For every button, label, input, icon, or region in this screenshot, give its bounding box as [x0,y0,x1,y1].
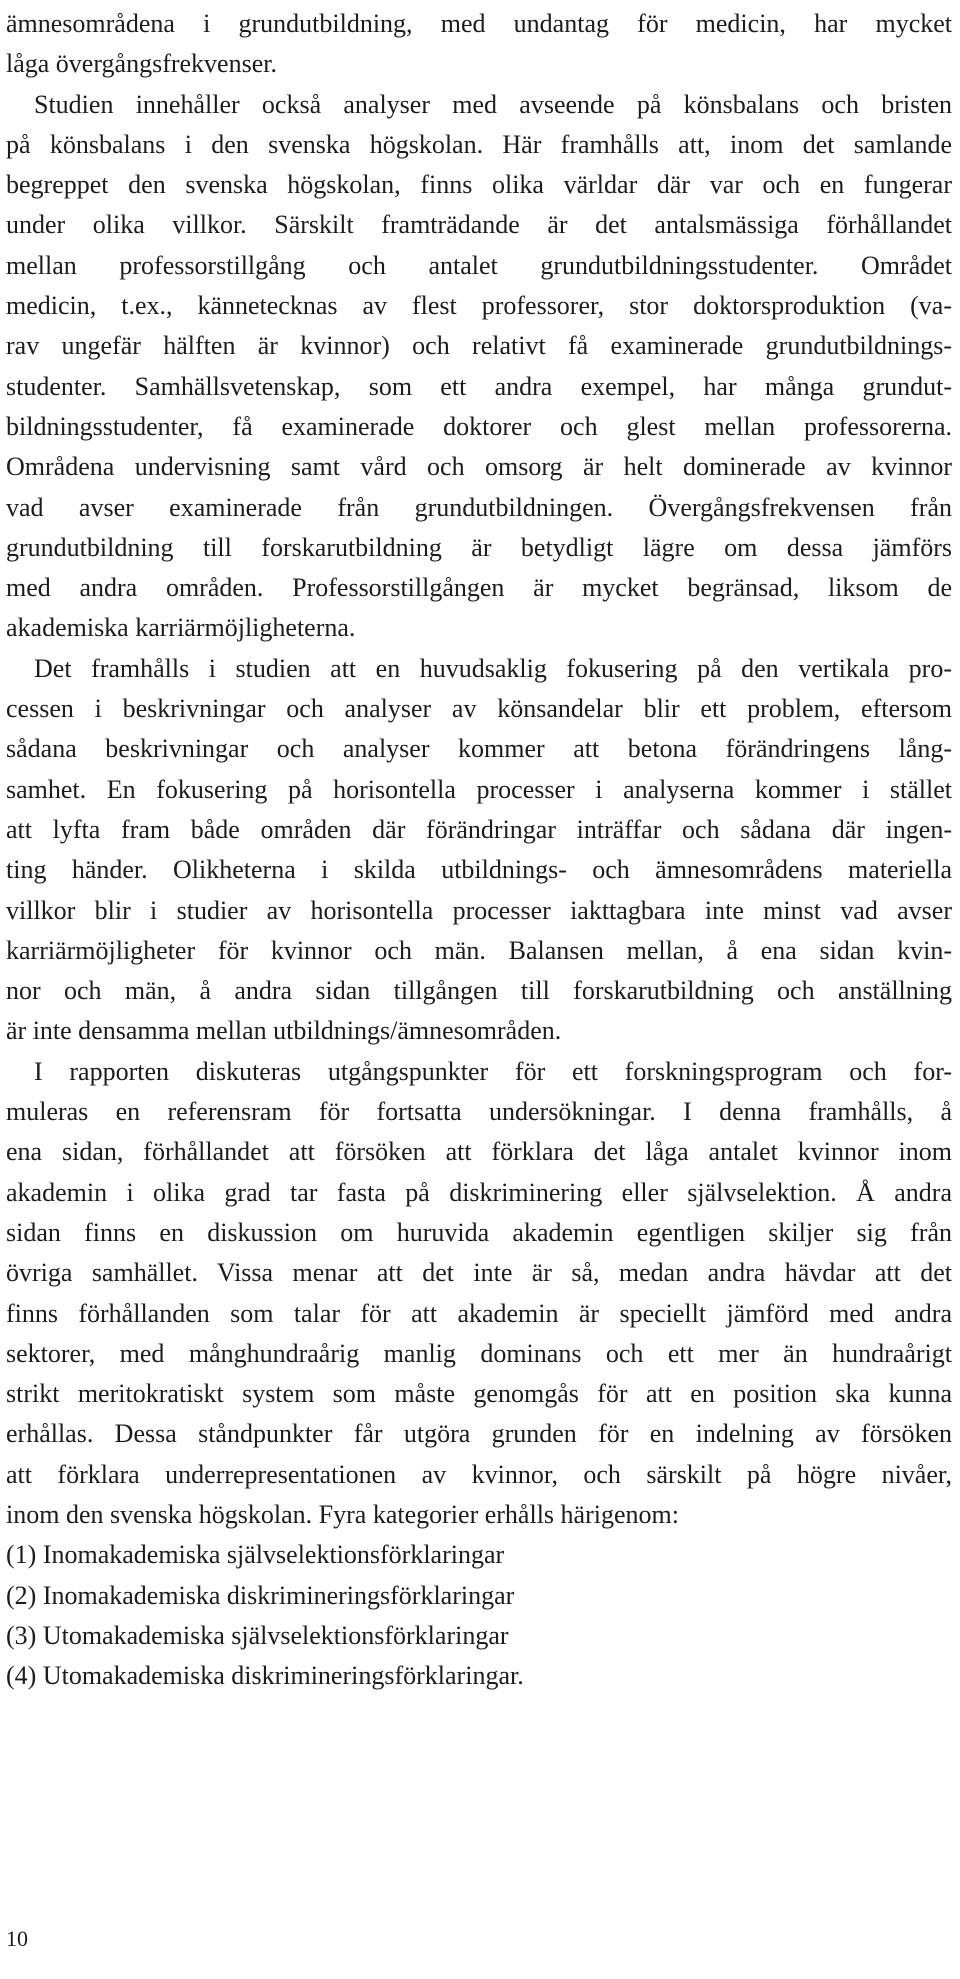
list-item: (4) Utomakademiska diskrimineringsförklaringar. [6,1661,524,1691]
paragraph-4-line: erhållas. Dessa ståndpunkter får utgöra grunden för en indelning av försöken [6,1419,952,1449]
paragraph-3-line: sådana beskrivningar och analyser kommer att betona förändringens lång- [6,734,952,764]
paragraph-3-line: att lyfta fram både områden där förändringar inträffar och sådana där ingen- [6,814,952,844]
paragraph-2-line: vad avser examinerade från grundutbildningen. Övergångsfrekvensen från [6,492,952,522]
paragraph-4-line: sektorer, med månghundraårig manlig dominans och ett mer än hundraårigt [6,1338,952,1368]
body-text [6,4,952,1696]
paragraph-4-line: akademin i olika grad tar fasta på diskriminering eller självselektion. Å andra [6,1177,952,1207]
paragraph-3-line: Det framhålls i studien att en huvudsaklig fokusering på den vertikala pro- [34,653,952,683]
paragraph-4-line: I rapporten diskuteras utgångspunkter för ett forskningsprogram och for- [34,1056,952,1086]
paragraph-3-line: cessen i beskrivningar och analyser av könsandelar blir ett problem, eftersom [6,694,952,724]
paragraph-4-line: övriga samhället. Vissa menar att det inte är så, medan andra hävdar att det [6,1258,952,1288]
paragraph-3-line: karriärmöjligheter för kvinnor och män. Balansen mellan, å ena sidan kvin- [6,935,952,965]
paragraph-2-line: Studien innehåller också analyser med avseende på könsbalans och bristen [34,89,952,119]
paragraph-2-line: mellan professorstillgång och antalet grundutbildningsstudenter. Området [6,250,952,280]
list-item: (3) Utomakademiska självselektionsförklaringar [6,1620,509,1650]
paragraph-1-line: låga övergångsfrekvenser. [6,49,277,79]
paragraph-1-line: ämnesområdena i grundutbildning, med undantag för medicin, har mycket [6,9,952,38]
paragraph-2-line: begreppet den svenska högskolan, finns olika världar där var och en fungerar [6,170,952,200]
paragraph-3-line: är inte densamma mellan utbildnings/ämnesområden. [6,1016,562,1046]
paragraph-2-line: på könsbalans i den svenska högskolan. Här framhålls att, inom det samlande [6,129,952,159]
paragraph-4-line: muleras en referensram för fortsatta undersökningar. I denna framhålls, å [6,1097,952,1127]
list-item: (1) Inomakademiska självselektionsförklaringar [6,1540,505,1570]
paragraph-2-line: grundutbildning till forskarutbildning är betydligt lägre om dessa jämförs [6,532,952,562]
paragraph-2-line: akademiska karriärmöjligheterna. [6,613,356,643]
paragraph-2-line: under olika villkor. Särskilt framträdande är det antalsmässiga förhållandet [6,210,952,240]
paragraph-3-line: ting händer. Olikheterna i skilda utbildnings- och ämnesområdens materiella [6,855,952,885]
paragraph-3-line: villkor blir i studier av horisontella processer iakttagbara inte minst vad avser [6,895,952,925]
paragraph-4-line: finns förhållanden som talar för att akademin är speciellt jämförd med andra [6,1298,952,1328]
paragraph-4-line: ena sidan, förhållandet att försöken att förklara det låga antalet kvinnor inom [6,1137,952,1167]
paragraph-4-line: sidan finns en diskussion om huruvida akademin egentligen skiljer sig från [6,1217,952,1247]
paragraph-2-line: med andra områden. Professorstillgången är mycket begränsad, liksom de [6,573,952,603]
paragraph-2-line: studenter. Samhällsvetenskap, som ett andra exempel, har många grundut- [6,371,952,401]
paragraph-4-line: inom den svenska högskolan. Fyra kategorier erhålls härigenom: [6,1499,679,1529]
paragraph-3-line: nor och män, å andra sidan tillgången till forskarutbildning och anställning [6,976,952,1006]
list-item: (2) Inomakademiska diskrimineringsförklaringar [6,1580,515,1610]
paragraph-2-line: medicin, t.ex., kännetecknas av flest professorer, stor doktorsproduktion (va- [6,291,952,321]
paragraph-4-line: att förklara underrepresentationen av kvinnor, och särskilt på högre nivåer, [6,1459,952,1489]
paragraph-2-line: rav ungefär hälften är kvinnor) och relativt få examinerade grundutbildnings- [6,331,952,361]
paragraph-4-line: strikt meritokratiskt system som måste genomgås för att en position ska kunna [6,1379,952,1409]
paragraph-2-line: Områdena undervisning samt vård och omsorg är helt dominerade av kvinnor [6,452,952,482]
paragraph-3-line: samhet. En fokusering på horisontella processer i analyserna kommer i stället [6,774,952,804]
paragraph-2-line: bildningsstudenter, få examinerade doktorer och glest mellan professorerna. [6,411,952,441]
page-number: 10 [6,1926,28,1951]
